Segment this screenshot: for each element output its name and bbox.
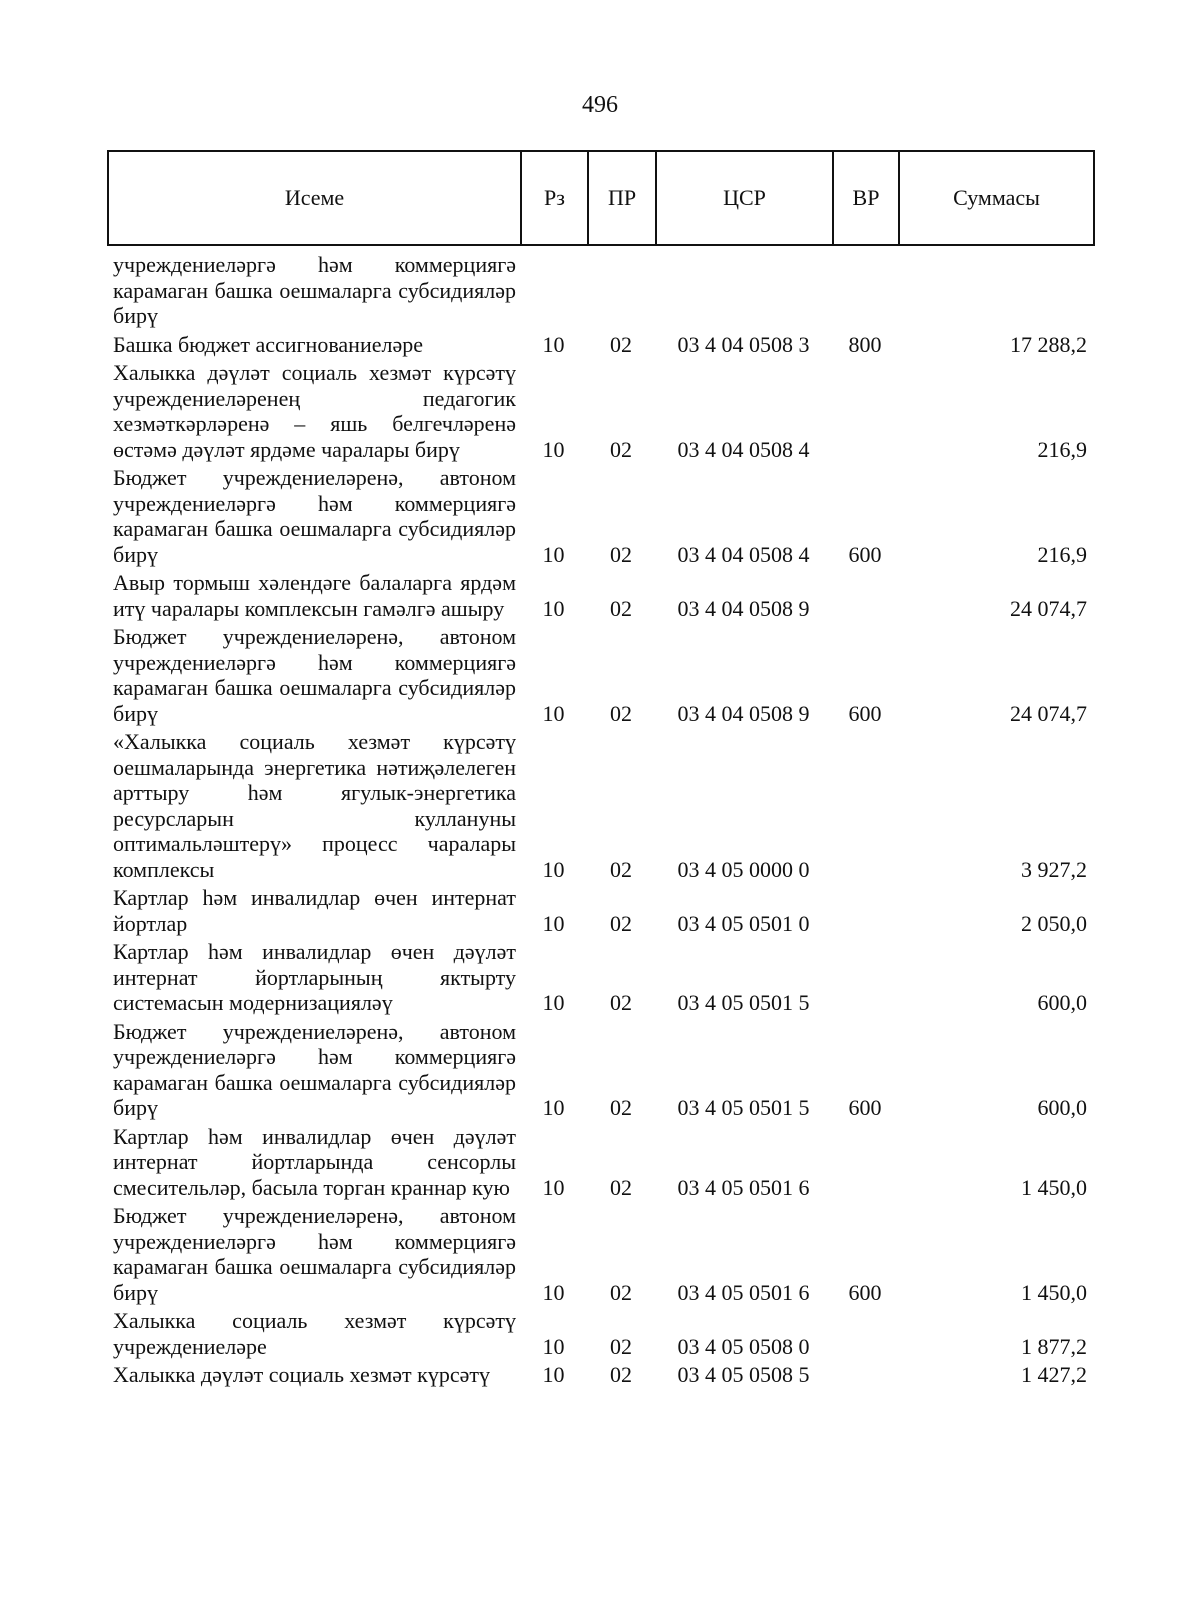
row-rz: 10 [542, 1095, 565, 1120]
row-pr: 02 [610, 1333, 632, 1359]
row-vr [832, 729, 898, 885]
table-row [107, 332, 1093, 361]
row-vr [832, 939, 898, 1019]
table-row [107, 360, 1093, 465]
row-name: Халыкка социаль хезмәт күрсәтү учреждениеләре [113, 1308, 516, 1359]
row-rz: 10 [542, 1333, 565, 1359]
row-csr: 03 4 05 0508 0 [677, 1333, 810, 1359]
row-rz: 10 [542, 1174, 565, 1200]
row-pr: 02 [610, 1362, 632, 1387]
row-pr: 02 [610, 1095, 632, 1120]
row-rz: 10 [542, 595, 565, 621]
row-sum: 216,9 [1037, 541, 1087, 567]
row-csr: 03 4 05 0501 6 [677, 1279, 810, 1305]
row-name: учреждениеләргә һәм коммерциягә карамаган башка оешмаларга субсидияләр бирү [113, 252, 516, 328]
row-csr: 03 4 05 0501 5 [677, 1095, 810, 1120]
row-csr: 03 4 05 0501 6 [677, 1174, 810, 1200]
row-csr: 03 4 05 0000 0 [677, 856, 810, 882]
row-sum: 1 877,2 [1021, 1333, 1087, 1359]
row-csr: 03 4 04 0508 9 [677, 700, 810, 726]
row-vr: 600 [848, 700, 882, 726]
header-name: Исеме [108, 151, 521, 245]
row-csr: 03 4 05 0501 0 [677, 910, 810, 936]
row-vr [832, 1308, 898, 1362]
row-rz: 10 [542, 700, 565, 726]
table-row [107, 570, 1093, 624]
row-csr: 03 4 05 0508 5 [677, 1362, 810, 1387]
row-csr: 03 4 04 0508 4 [677, 541, 810, 567]
row-rz: 10 [542, 436, 565, 462]
row-vr [832, 885, 898, 939]
row-sum: 1 450,0 [1021, 1174, 1087, 1200]
header-rz: Рз [521, 151, 588, 245]
row-pr: 02 [610, 856, 632, 882]
row-rz: 10 [542, 541, 565, 567]
row-pr [587, 252, 655, 332]
table-row [107, 465, 1093, 570]
row-sum: 216,9 [1037, 436, 1087, 462]
row-vr [832, 252, 898, 332]
table-row [107, 1308, 1093, 1362]
header-sum: Суммасы [899, 151, 1094, 245]
row-name: Картлар һәм инвалидлар өчен дәүләт интернат йортларында сенсорлы смесительләр, басыла торган краннар кую [113, 1123, 516, 1200]
row-vr [832, 1124, 898, 1204]
row-pr: 02 [610, 595, 632, 621]
row-vr: 600 [848, 1279, 882, 1305]
row-vr: 800 [848, 331, 882, 357]
row-vr [832, 360, 898, 465]
row-pr: 02 [610, 436, 632, 462]
row-pr: 02 [610, 331, 632, 357]
table-row [107, 729, 1093, 885]
row-csr: 03 4 04 0508 4 [677, 436, 810, 462]
header-pr: ПР [588, 151, 656, 245]
row-name: Картлар һәм инвалидлар өчен интернат йортлар [113, 885, 516, 936]
table-header [107, 150, 1095, 246]
table-row [107, 1203, 1093, 1308]
row-name: Бюджет учреждениеләренә, автоном учреждениеләргә һәм коммерциягә карамаган башка оешмаларга субсидияләр бирү [113, 1203, 516, 1305]
row-rz: 10 [542, 910, 565, 936]
row-pr: 02 [610, 990, 632, 1015]
row-csr: 03 4 04 0508 9 [677, 595, 810, 621]
row-sum: 600,0 [1037, 990, 1087, 1015]
table-row [107, 252, 1093, 332]
header-csr: ЦСР [656, 151, 833, 245]
row-name: Башка бюджет ассигнованиеләре [113, 331, 423, 357]
row-name: «Халыкка социаль хезмәт күрсәтү оешмаларында энергетика нәтиҗәлелеген арттыру һәм ягулык-энергетика ресурсларын куллануны оптимальләштерү» процесс чаралары комплексы [113, 729, 516, 882]
row-rz: 10 [542, 856, 565, 882]
table-row [107, 1019, 1093, 1124]
row-sum: 1 450,0 [1021, 1279, 1087, 1305]
row-sum: 24 074,7 [1010, 700, 1087, 726]
table-row [107, 1124, 1093, 1204]
row-pr: 02 [610, 1279, 632, 1305]
row-sum: 3 927,2 [1021, 856, 1087, 882]
row-csr [655, 252, 832, 332]
row-name: Картлар һәм инвалидлар өчен дәүләт интернат йортларының яктырту системасын модернизацияләү [113, 939, 516, 1015]
row-csr: 03 4 05 0501 5 [677, 990, 810, 1015]
row-pr: 02 [610, 700, 632, 726]
row-sum [898, 252, 1093, 332]
row-rz: 10 [542, 1279, 565, 1305]
row-name: Халыкка дәүләт социаль хезмәт күрсәтү учреждениеләренең педагогик хезмәткәрләренә – яшь белгечләренә өстәмә дәүләт ярдәме чаралары бирү [113, 360, 516, 462]
row-name: Авыр тормыш хәлендәге балаларга ярдәм итү чаралары комплексын гамәлгә ашыру [113, 570, 516, 621]
row-sum: 1 427,2 [1021, 1362, 1087, 1387]
row-sum: 17 288,2 [1010, 331, 1087, 357]
row-vr: 600 [848, 541, 882, 567]
row-vr: 600 [848, 1095, 882, 1120]
budget-table [107, 252, 1093, 1391]
header-vr: ВР [833, 151, 899, 245]
row-pr: 02 [610, 541, 632, 567]
row-sum: 2 050,0 [1021, 910, 1087, 936]
table-row [107, 624, 1093, 729]
table-row [107, 885, 1093, 939]
row-rz: 10 [542, 990, 565, 1015]
row-vr [832, 570, 898, 624]
row-pr: 02 [610, 910, 632, 936]
row-name: Бюджет учреждениеләренә, автоном учреждениеләргә һәм коммерциягә карамаган башка оешмаларга субсидияләр бирү [113, 465, 516, 567]
row-pr: 02 [610, 1174, 632, 1200]
row-name: Бюджет учреждениеләренә, автоном учреждениеләргә һәм коммерциягә карамаган башка оешмаларга субсидияләр бирү [113, 1018, 516, 1120]
row-sum: 24 074,7 [1010, 595, 1087, 621]
row-rz [520, 252, 587, 332]
row-rz: 10 [542, 331, 565, 357]
row-sum: 600,0 [1037, 1095, 1087, 1120]
page-number: 496 [582, 92, 618, 118]
row-csr: 03 4 04 0508 3 [677, 331, 810, 357]
table-row [107, 939, 1093, 1019]
row-name: Бюджет учреждениеләренә, автоном учреждениеләргә һәм коммерциягә карамаган башка оешмаларга субсидияләр бирү [113, 624, 516, 726]
table-row [107, 1362, 1093, 1391]
row-rz: 10 [542, 1362, 565, 1387]
row-vr [832, 1362, 898, 1391]
row-name: Халыкка дәүләт социаль хезмәт күрсәтү [113, 1362, 491, 1387]
